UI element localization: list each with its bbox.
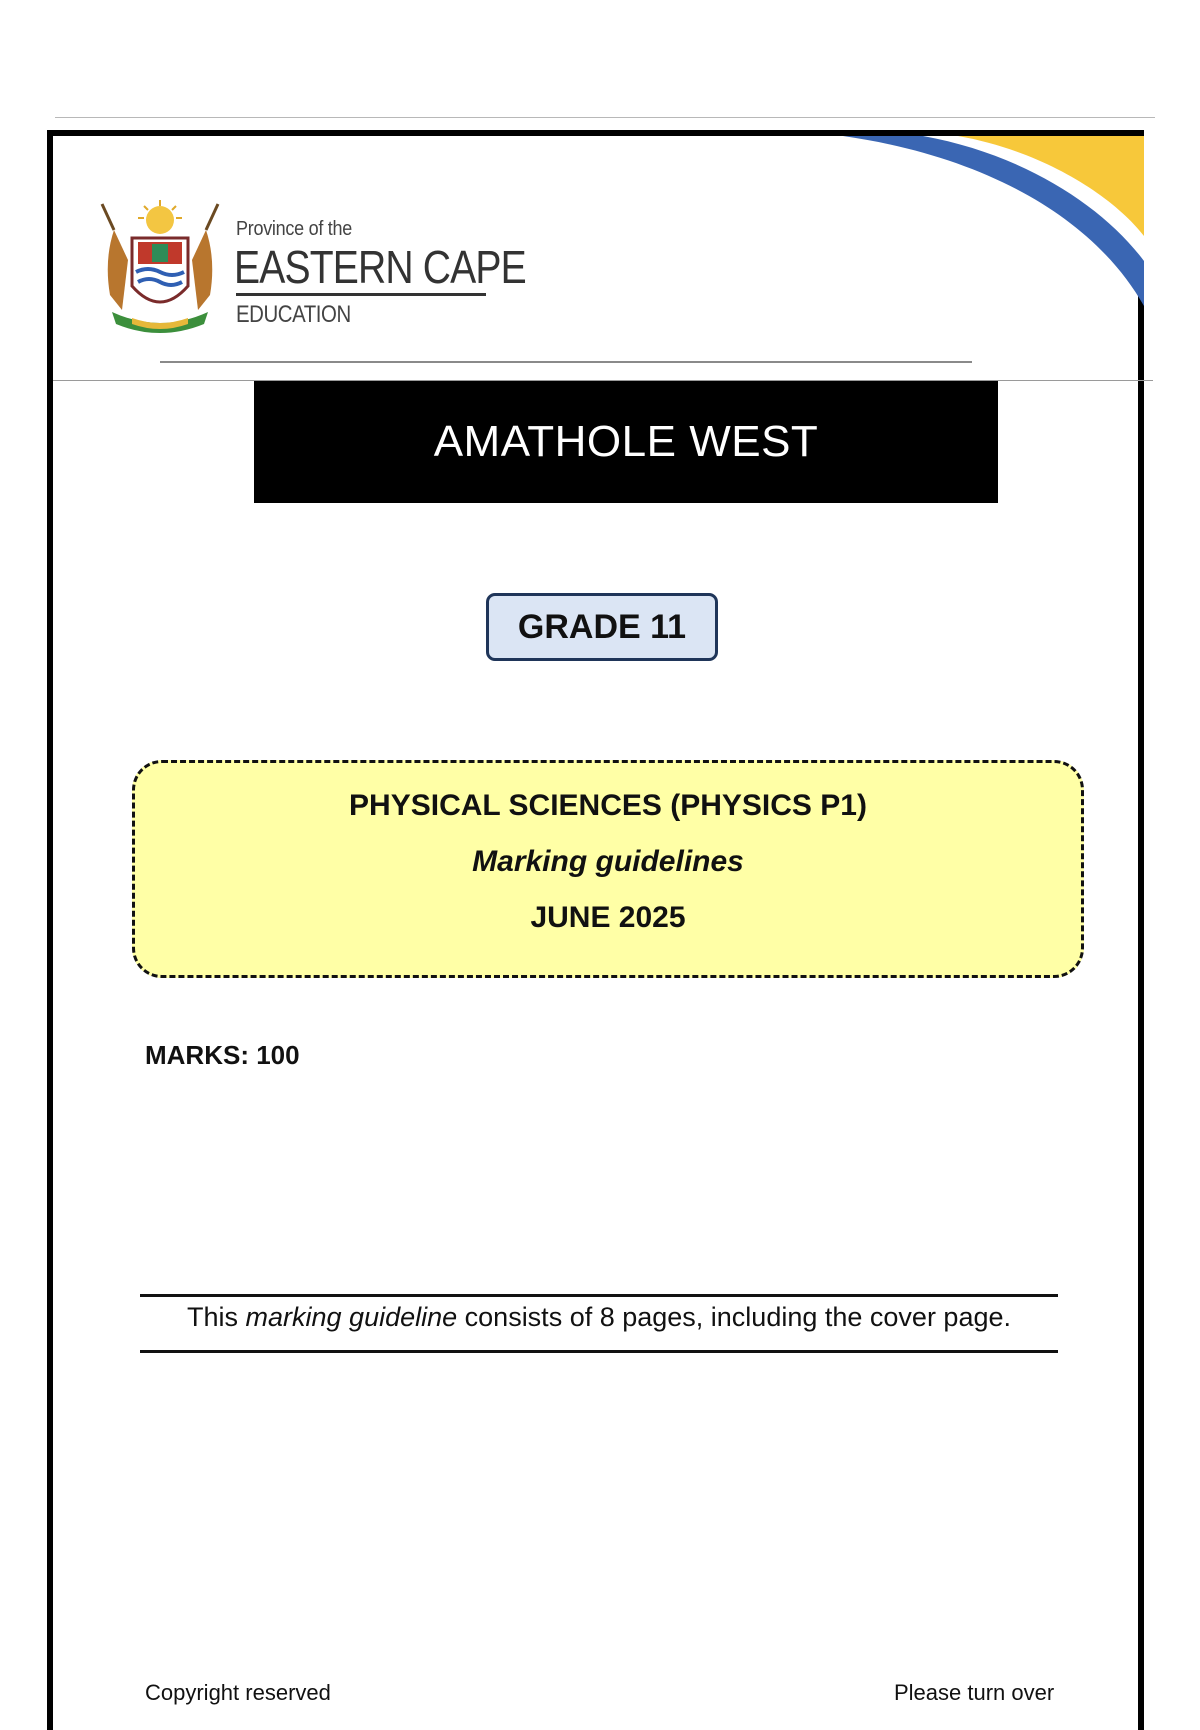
department-name: EDUCATION — [236, 301, 351, 328]
district-banner — [254, 381, 998, 503]
crest-icon — [92, 200, 228, 340]
province-name: EASTERN CAPE — [234, 241, 526, 293]
province-name-underline — [236, 293, 486, 296]
page-count-prefix: This — [186, 1302, 238, 1332]
grade-box — [486, 593, 718, 661]
consists-top-rule — [140, 1294, 1058, 1297]
subject-subtitle: Marking guidelines — [472, 845, 744, 878]
footer-copyright: Copyright reserved — [145, 1680, 331, 1705]
exam-date: JUNE 2025 — [530, 901, 686, 934]
page-count-emphasis: marking guideline — [245, 1302, 458, 1332]
footer-turn-over: Please turn over — [894, 1680, 1055, 1705]
district-name: AMATHOLE WEST — [433, 417, 819, 466]
grade-label: GRADE 11 — [517, 607, 687, 646]
consists-bottom-rule — [140, 1350, 1058, 1353]
top-rule — [55, 117, 1155, 118]
page-count-suffix: consists of 8 pages, including the cover page. — [464, 1302, 1011, 1332]
page-count-note — [140, 1302, 1058, 1333]
province-prefix: Province of the — [236, 218, 353, 240]
subject-box — [132, 760, 1084, 978]
logo-underline — [160, 361, 972, 363]
total-marks: MARKS: 100 — [145, 1040, 300, 1070]
subject-title: PHYSICAL SCIENCES (PHYSICS P1) — [349, 789, 867, 822]
